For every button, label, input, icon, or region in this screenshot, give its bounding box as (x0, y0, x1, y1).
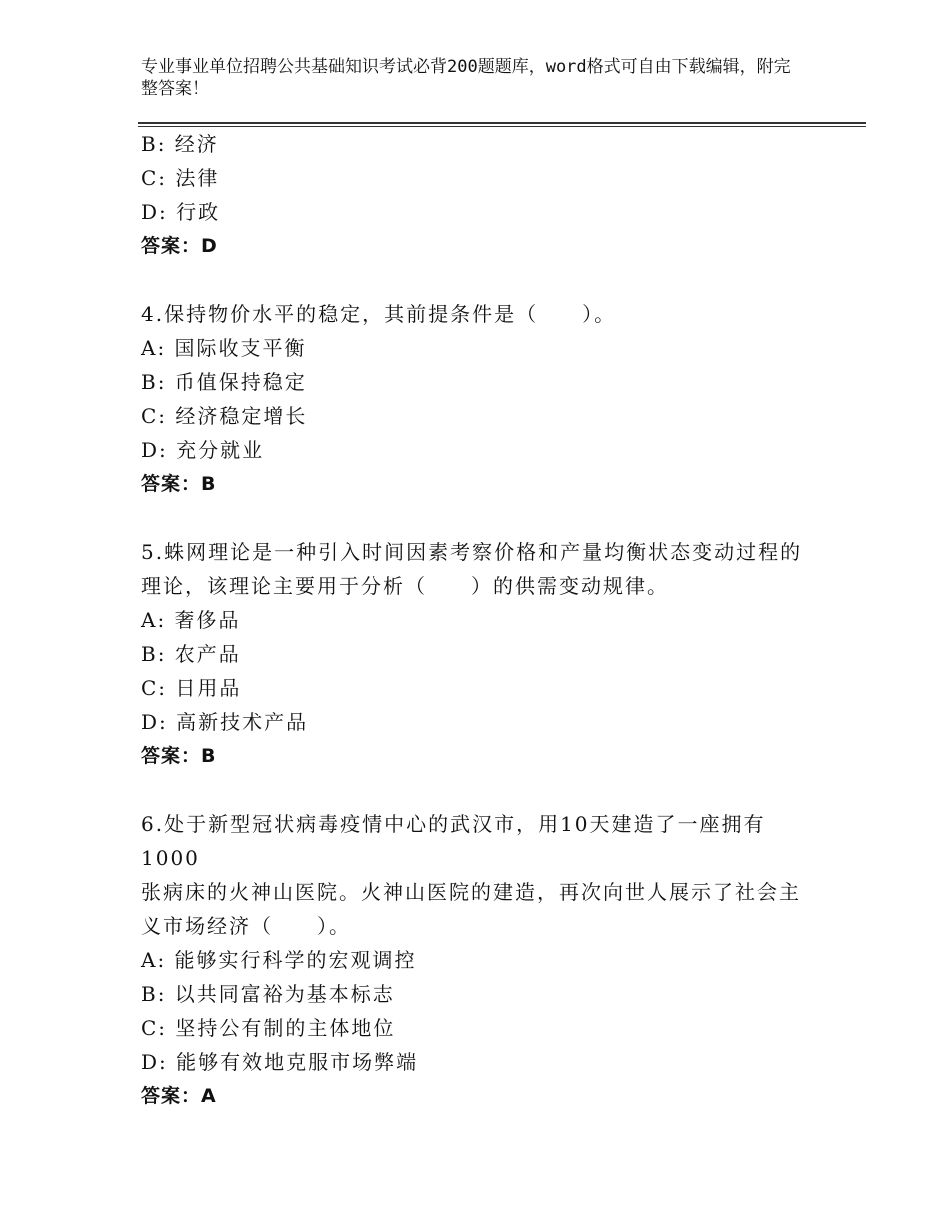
question-text-line-2: 张病床的火神山医院。火神山医院的建造，再次向世人展示了社会主 (141, 880, 801, 904)
question-3-remainder (141, 127, 821, 263)
header-text: 专业事业单位招聘公共基础知识考试必背200题题库，word格式可自由下载编辑，附完整答案！ (141, 57, 791, 99)
option-d: D: 高新技术产品 (141, 710, 309, 734)
option-b: B: 农产品 (141, 642, 241, 666)
option-c: C: 经济稳定增长 (141, 404, 308, 428)
option-a: A: 能够实行科学的宏观调控 (141, 948, 417, 972)
question-4 (141, 297, 821, 501)
option-a: A: 奢侈品 (141, 608, 241, 632)
answer: 答案：A (141, 1085, 217, 1107)
option-b: B: 经济 (141, 132, 219, 156)
question-text-line-1: 5.蛛网理论是一种引入时间因素考察价格和产量均衡状态变动过程的 (141, 540, 803, 564)
question-text-line-2: 理论，该理论主要用于分析（ ）的供需变动规律。 (141, 574, 669, 598)
option-d: D: 充分就业 (141, 438, 265, 462)
option-c: C: 日用品 (141, 676, 242, 700)
answer: 答案：B (141, 473, 217, 495)
question-text-line-1: 6.处于新型冠状病毒疫情中心的武汉市，用10天建造了一座拥有1000 (141, 812, 766, 870)
option-b: B: 以共同富裕为基本标志 (141, 982, 395, 1006)
question-5 (141, 535, 821, 773)
option-b: B: 币值保持稳定 (141, 370, 307, 394)
option-a: A: 国际收支平衡 (141, 336, 307, 360)
header-rule (138, 122, 866, 124)
page-header (141, 56, 801, 100)
question-text: 4.保持物价水平的稳定，其前提条件是（ ）。 (141, 302, 617, 326)
option-c: C: 法律 (141, 166, 220, 190)
answer: 答案：D (141, 235, 218, 257)
question-6 (141, 807, 821, 1113)
option-c: C: 坚持公有制的主体地位 (141, 1016, 396, 1040)
option-d: D: 能够有效地克服市场弊端 (141, 1050, 419, 1074)
option-d: D: 行政 (141, 200, 221, 224)
answer: 答案：B (141, 745, 217, 767)
question-text-line-3: 义市场经济（ ）。 (141, 914, 351, 938)
document-body (141, 127, 821, 1113)
